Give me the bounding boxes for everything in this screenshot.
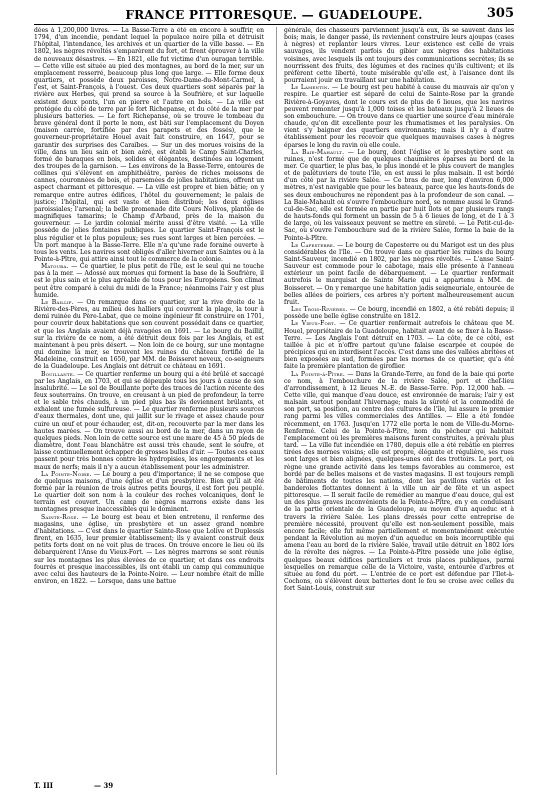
section-heading: Le Lamentin.: [291, 84, 330, 92]
section-heading: Le Baillif.: [41, 298, 74, 306]
paragraph: [284, 242, 514, 306]
right-column: [284, 27, 514, 775]
paragraph-text: — Ce quartier, le plus petit de l'île, est le seul qui ne touche pas à la mer. — Adossé aux morues qui forment la base de la Soufrière, il est le plus sain et le plus agréable de tous pour les Européens. Son climat peut être comparé à celui du midi de la France; néanmoins l'air y est plus humide.: [34, 263, 264, 299]
paragraph: [34, 371, 264, 471]
sheet-number: — 39: [94, 781, 114, 790]
section-heading: La Baie-Mahault.: [291, 148, 345, 156]
section-heading: Le Capesterre.: [291, 241, 336, 249]
volume-signature: T. III: [34, 781, 54, 790]
section-heading: Matouba.: [41, 263, 69, 271]
section-heading: Le Vieux-Fort.: [291, 320, 337, 328]
paragraph: [34, 299, 264, 371]
page-footer: [34, 781, 514, 795]
page-number: 305: [486, 6, 514, 21]
paragraph: [284, 84, 514, 148]
section-heading: La Pointe-Noire.: [41, 470, 92, 478]
section-heading: Les Trois-Rivières.: [291, 306, 348, 314]
paragraph: [34, 27, 264, 263]
section-heading: La Pointe-à-Pître.: [291, 370, 346, 378]
paragraph: [284, 371, 514, 593]
paragraph-text: — Le bourg, dont l'église et le presbytère sont en ruines, n'est formé que de quelques chaumières éparses au bord de la mer. Ce quartier, le plus bas, le plus inondé et le plus couvert de mangles et de palétuviers de toute l'île, en est aussi le plus malsain. Il est bordé d'un côté par la rivière Salée. — Ce bras de mer, long d'environ 6,000 mètres, n'est navigable que pour les bateaux, parce que les hauts-fonds de ses deux embouchures ne répondent pas à la profondeur de son canal. — La Baie-Mahault où s'ouvre l'embouchure nord, se nomme aussi le Grand-cul-de-Sac, elle est fermée en partie par huit îlots et par plusieurs rangs de hauts-fonds qui forment un bassin de 5 à 6 lieues de long, et de 1 à 3 de large, où les vaisseaux peuvent se mettre en sûreté. — Le Petit-cul-de-Sac, où s'ouvre l'embouchure sud de la rivière Salée, forme la baie de la Pointe-à-Pître.: [284, 148, 514, 242]
paragraph: [34, 263, 264, 299]
paragraph-text: dées à 1,200,000 livres. — La Basse-Terre a été en encore à souffrir, en 1794, d'un incendie, pendant lequel la populace noire pilla et détruisit l'hôpital, l'intendance, les archives et un quartier de la ville basse. — En 1802, les nègres révoltés s'emparèrent du fort, et firent éprouver à la ville de nouveaux désastres. — En 1821, elle fut victime d'un ouragan terrible. — Cette ville est située au pied des montagnes, au bord de la mer, sur un emplacement resserré, beaucoup plus long que large. — Elle forme deux quartiers, et possède deux paroisses, Notre-Dame-du-Mont-Carmel, à l'est, et Saint-François, à l'ouest. Ces deux quartiers sont séparés par la rivière aux Herbes, qui prend sa source à la Soufrière, et sur laquelle existent deux ponts, l'un en pierre et l'autre en bois. — La ville est protégée du côté de terre par le fort Richepanse, et du côté de la mer par plusieurs batteries. — Le fort Richepanse, où se trouve le tombeau du brave général dont il porte le nom, est bâti sur l'emplacement du Doyen (maison carrée, fortifiée par des parapets et des fossés), que le gouverneur-propriétaire Houel avait fait construire, en 1647, pour se garantir des surprises des Caraïbes. — Sur un des morues voisins de la ville, dans un lieu sain et bien aéré, est établi le Camp Saint-Charles, formé de baraques en bois, solides et élégantes, destinées au logement des troupes de la garnison. — Les environs de la Basse-Terre, entourés de collines qui s'élèvent en amphithéâtre, parées de riches moissons de cannes, couronnées de bois, et parsemées de jolies habitations, offrent un aspect charmant et pittoresque. — La ville est propre et bien bâtie; on y remarque entre autres édifices, l'hôtel du gouvernement; le palais de justice; l'hôpital, qui est vaste et bien distribué; les deux églises paroissiales; l'arsenal; la belle promenade dite Cours Nolivos, plantée de magnifiques tamarins; le Champ d'Arbaud, près de la maison du gouverneur. — Le jardin colonial mérite aussi d'être visité. — La ville possède de jolies fontaines publiques. Le quartier Saint-François est le plus régulier et le plus populeux; ses rues sont larges et bien percées. — Un port manque à la Basse-Terre. Elle n'a qu'une rade foraine ouverte à tous les vents. Les navires sont obligés d'aller hiverner aux Saintes ou à la Pointe-à-Pître, qui attire ainsi tout le commerce de la colonie.: [34, 27, 264, 263]
section-heading: Bouillante.: [41, 370, 76, 378]
section-heading: Sainte-Rose.: [41, 513, 79, 521]
paragraph: [34, 514, 264, 586]
paragraph: [284, 27, 514, 84]
paragraph: [284, 320, 514, 370]
column-separator: [276, 27, 277, 775]
page-header: [34, 0, 514, 24]
paragraph-text: — Le bourg est peu habité à cause du mauvais air qu'on y respire. Le quartier est séparé de celui de Sainte-Rose par la grande Rivière-à-Goyaves, dont le cours est de plus de 6 lieues, que les navires peuvent remonter jusqu'à 1,000 toises et les bateaux jusqu'à 2 lieues de son embouchure. — On trouve dans ce quartier une source d'eau minérale chaude, qu'on dit excellente pour les rhumatismes et les paralysies. On vient s'y baigner des quartiers environnants; mais il n'y a d'autre établissement pour les recevoir que quelques mauvaises cases à nègres éparses le long du ravin où elle coule.: [284, 84, 514, 149]
paragraph: [284, 306, 514, 320]
paragraph: [284, 149, 514, 242]
paragraph-text: — Le bourg est beau et bien entretenu, il renferme des magasins, une église, un presbytère et un assez grand nombre d'habitations. — C'est dans le quartier Sainte-Rose que Lolive et Duplessis firent, en 1635, leur premier établissement; ils y avaient construit deux petits forts dont on ne voit plus de traces. On trouve encore le lieu où ils débarquèrent l'Anse du Vieux-Fort. — Les nègres marrons se sont réunis sur les montagnes les plus élevées de ce quartier, et dans ces endroits fourrés et presque inaccessibles, ils ont établi un camp qui communique avec celui des hauteurs de la Pointe-Noire. — Leur nombre était de mille environ, en 1822. — Lorsque, dans une battue: [34, 513, 264, 586]
paragraph-text: — Ce bourg, incendié en 1802, a été rebâti depuis; il possède une belle église construite en 1812.: [284, 306, 514, 321]
left-column: [34, 27, 264, 775]
page-title: FRANCE PITTORESQUE. — GUADELOUPE.: [125, 8, 423, 22]
paragraph: [34, 471, 264, 514]
paragraph-text: — On remarque dans ce quartier, sur la rive droite de la Rivière-des-Pères, au milieu des halliers qui couvrent la plage, la tour à demi ruinée du Père-Labat, que ce moine ingénieur fit construire en 1701, pour couvrir deux habitations que son couvent possédait dans ce quartier, et que les Anglais avaient déjà ravagées en 1691. — Le bourg du Baillif, sur la rivière de ce nom, a été détruit deux fois par les Anglais, et est maintenant à peu près désert. — Non loin de ce bourg, sur une montagne qui domine la mer, se trouvent les ruines du château fortifié de la Madeleine, construit en 1650, par MM. de Boisseret neveux, co-seigneurs de la Guadeloupe. Les Anglais ont détruit ce château en 1691.: [34, 298, 264, 371]
paragraph-text: — Ce quartier renferme un bourg qui a été brûlé et saccagé par les Anglais, en 1703, et qui se dépeuple tous les jours à cause de son insalubrité. — Le sol de Bouillante porte des traces de l'action récente des feux souterrains. On trouve, en creusant à un pied de profondeur, la terre et le sable très chauds, à un pied plus bas ils deviennent brûlants, et exhalent une fumée sulfureuse. — Le quartier renferme plusieurs sources d'eaux thermales, dont une, qui jaillit sur le rivage et assez chaude pour cuire un œuf et pour échauder, est, dit-on, recouverte par la mer dans les hautes marées. — On trouve aussi au bord de la mer, dans un rayon de quelques pieds. Non loin de cette source est une mare de 45 à 50 pieds de diamètre, dont l'eau blanchâtre est aussi très chaude, sent le soufre, et laisse continuellement échapper de grosses bulles d'air. — Toutes ces eaux passent pour très bonnes contre les hydropisies, les engorgements et les maux de nerfs; mais il n'y a aucun établissement pour les administrer.: [34, 370, 264, 471]
paragraph-text: — Le bourg a peu d'importance; il ne se compose que de quelques maisons, d'une église et d'un presbytère. Bien qu'il ait été formé par la réunion de trois autres petits bourgs, il est fort peu peuplé. Le quartier doit son nom à la couleur des roches volcaniques, dont le terrain est couvert. Un camp de nègres marrons existe dans les montagnes presque inaccessibles qui le dominent.: [34, 470, 264, 514]
paragraph-text: — Dans la Grande-Terre, au fond de la baie qui porte ce nom, à l'embouchure de la rivière Salée, port et chef-lieu d'arrondissement, à 12 lieues N.-E. de Basse-Terre. Pop. 12,000 hab. — Cette ville, qui manque d'eau douce, est environnée de marais; l'air y est malsain surtout pendant l'hivernage; mais la sûreté et la commodité de son port, sa position, au centre des cultures de l'île, lui assure le premier rang parmi les villes commerciales des Antilles. — Elle a été fondée récemment, en 1763. Jusqu'en 1772 elle porta le nom de Ville-du-Morne-Renfermé. Celui de la Pointe-à-Pître, nom du pêcheur qui habitait l'emplacement où les premières maisons furent construites, a prévalu plus tard. — La ville fut incendiée en 1780, depuis elle a été rebâtie en pierres tirées des mornes voisins; elle est propre, élégante et régulière, ses rues sont larges et bien alignées, quelques-unes ont des trottoirs. Le port, où règne une grande activité dans les temps favorables au commerce, est bordé par de belles maisons et de vastes magasins. Il est toujours rempli de bâtiments de toutes les nations, dont les pavillons variés et les banderoles flottantes donnent à la ville un air de fête et un aspect pittoresque. — Il serait facile de remédier au manque d'eau douce, qui est un des plus graves inconvénients de la Pointe-à-Pître, en y en conduisant de la partie orientale de la Guadeloupe, au moyen d'un aqueduc et à travers la rivière Salée. Les plans dressés pour cette entreprise de première nécessité, prouvent qu'elle est non-seulement possible, mais encore facile; elle fut même partiellement et momentanément exécutée pendant la Révolution au moyen d'un aqueduc en bois incorruptible qui amena l'eau au bord de la rivière Salée, travail utile détruit en 1802 lors de la révolte des nègres. — La Pointe-à-Pître possède une jolie église, quelques beaux édifices particuliers et trois places publiques, parmi lesquelles on remarque celle de la Victoire, vaste, entourée d'arbres et située au fond du port. — L'entrée de ce port est défendue par l'Ilet-à-Cochons, où s'élèvent deux batteries dont le feu se croise avec celles du fort Saint-Louis, construit sur: [284, 370, 514, 593]
paragraph-text: — Le bourg de Capesterre ou du Marigot est un des plus considérables de l'île. — On trouve dans ce quartier les ruines du bourg Saint-Sauveur, incendié en 1802, par les nègres révoltés. — L'anse Saint-Sauveur est commode pour le cabotage, mais elle présente à l'anneau extérieur un point facile de débarquement. — Le quartier renfermait autrefois le marquisat de Sainte Marie qui a appartenu à MM. de Boisseret. — On y remarque une habitation jadis seigneuriale, entourée de belles allées de poiriers, ces arbres n'y portent malheureusement aucun fruit.: [284, 241, 514, 306]
paragraph-text: générale, des chasseurs parviennent jusqu'à eux, ils se sauvent dans les bois; mais, le danger passé, ils reviennent construire leurs ajoupas (cases à nègres) et replanter leurs vivres. Leur existence est celle de vrais sauvages, ils vendent parfois du gibier aux nègres des habitations voisines, avec lesquels ils ont toujours des communications secrètes; ils se nourrissent des fruits, des légumes et des racines qu'ils cultivent; et ils préfèrent cette liberté, toute misérable qu'elle est, à l'aisance dont ils pourraient jouir en travaillant sur une habitation.: [284, 27, 514, 85]
header-rule: [34, 24, 514, 25]
paragraph-text: — Ce quartier renfermait autrefois le château que M. Houel, propriétaire de la Guadeloupe, habitait avant de se fixer à la Basse-Terre. — Les Anglais l'ont détruit en 1703. — La côte, de ce côté, est taillée à pic et n'offre partout qu'une falaise escarpée et coupée de précipices qui en interdisent l'accès. C'est dans une des vallées abritées et bien exposées au sud, formées par les mornes de ce quartier, qu'a été faite la première plantation de giroflier.: [284, 320, 514, 371]
